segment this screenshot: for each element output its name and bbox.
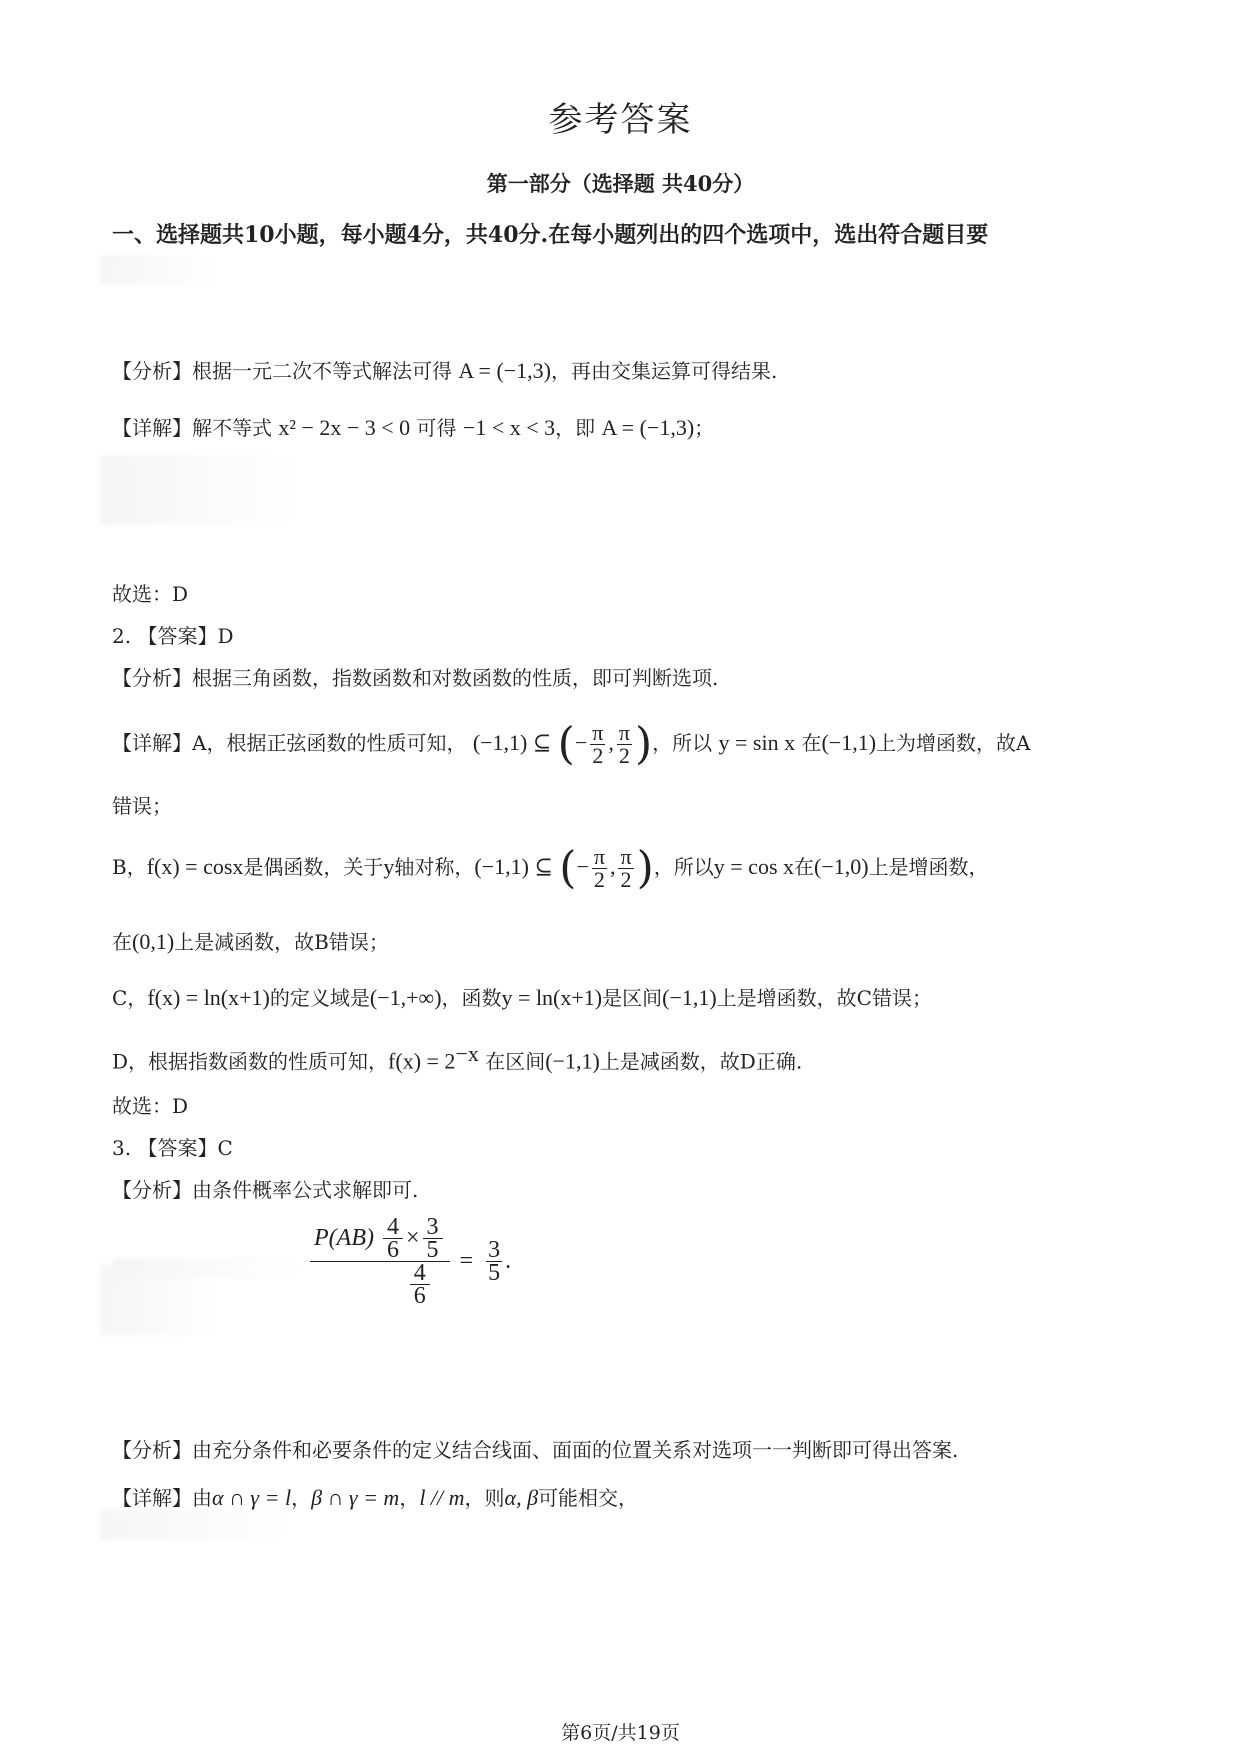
solution-range: −1 < x < 3 [462,415,556,440]
period: . [505,1248,512,1274]
plane-intersection: β ∩ γ = m [311,1485,400,1510]
interval-subset: (−1,1) ⊆ [474,854,553,879]
detail-text: 在 [112,930,132,954]
comma: , [608,730,614,755]
equals-sign: = [459,1248,474,1274]
interval-subset: (−1,1) ⊆ [472,730,552,755]
separator: ， [399,1486,420,1510]
denominator: 5 [426,1237,439,1263]
analysis-text: 由充分条件和必要条件的定义结合线面、面面的位置关系对选项一一判断即可得出答案. [192,1438,959,1462]
detail-text: B， [112,855,147,879]
q2-detail-a-cont: 错误； [112,794,172,818]
detail-text: 上是增函数，故C错误； [716,986,932,1010]
q4-detail-line [112,1484,638,1512]
formula-numerator [310,1216,450,1262]
blurred-region [100,255,220,285]
formula-denominator [327,1262,433,1307]
detail-text: D，根据指数函数的性质可知， [112,1049,389,1074]
q2-detail-c [112,984,932,1012]
part-subtitle: 第一部分（选择题 共40分） [486,171,755,196]
detail-text: 在 [801,731,822,755]
analysis-label: 【分析】 [112,1178,192,1202]
detail-text: ，所以 [653,855,714,879]
analysis-tail: ，再由交集运算可得结果. [551,359,778,383]
detail-text: ，则 [464,1486,505,1510]
separator: ， [291,1486,312,1510]
detail-tail: 可能相交， [538,1486,639,1510]
detail-text: 由 [192,1486,212,1510]
detail-text: 上是减函数，故D正确. [599,1049,803,1074]
detail-text: A，根据正弦函数的性质可知， [192,731,467,755]
log-function: f(x) = ln(x+1) [147,985,270,1010]
detail-text: ，函数 [441,986,502,1010]
fraction-3-5-result [486,1239,502,1284]
page-number: 第6页/共19页 [561,1722,680,1744]
fraction-4-6 [383,1216,403,1261]
fraction-pi-over-2 [617,722,632,767]
analysis-label: 【分析】 [112,359,192,383]
page-title: 参考答案 [548,100,693,140]
y-axis-symbol: y [383,854,395,879]
q3-answer: 3. 【答案】C [112,1136,233,1160]
interval: (−1,0) [814,854,869,879]
analysis-text: 由条件概率公式求解即可. [192,1178,419,1202]
detail-label: 【详解】 [112,416,192,440]
cosine-function: y = cos x [713,854,794,879]
exponent: −x [455,1041,479,1066]
blurred-region [100,1510,290,1540]
parallel-lines: l // m [419,1485,465,1510]
fraction-4-6 [410,1262,430,1307]
domain-interval: (−1,+∞) [369,985,442,1010]
q1-choice: 故选：D [112,582,189,606]
interval: (−1,1) [545,1048,600,1074]
denominator: 2 [620,867,632,892]
log-function: y = ln(x+1) [501,985,603,1010]
numerator: 3 [423,1216,443,1239]
numerator: π [620,844,632,869]
planes-alpha-beta: α, β [504,1485,539,1510]
q2-detail-b-cont [112,928,389,956]
detail-text: 上是减函数，故B错误； [174,930,389,954]
minus-sign: − [574,730,588,755]
times-sign: × [405,1225,420,1251]
numerator: π [593,844,605,869]
interval: (−1,1) [662,985,717,1010]
detail-label: 【详解】 [112,1486,192,1510]
detail-text: 轴对称， [394,855,475,879]
detail-text: ，即 [555,416,596,440]
conditional-probability-formula [310,1216,511,1307]
minus-sign: − [576,854,589,879]
numerator: 3 [488,1237,501,1263]
numerator: π [592,720,604,745]
left-paren: ( [557,718,575,770]
numerator: 4 [383,1216,403,1239]
q1-detail-line [112,414,714,442]
inequality-expression: x² − 2x − 3 < 0 [278,415,411,440]
detail-text: 是区间 [602,986,663,1010]
fraction-pi-over-2 [618,846,633,891]
detail-label: 【详解】 [112,731,192,755]
denominator: 2 [592,743,604,768]
denominator: 5 [488,1260,501,1286]
analysis-text: 根据一元二次不等式解法可得 [192,359,452,383]
detail-tail: ； [694,416,715,440]
q2-detail-b [112,842,989,892]
denominator: 2 [618,743,630,768]
blurred-region [100,455,300,525]
blurred-region [112,1258,302,1278]
q1-analysis-line [112,357,777,385]
comma: , [609,854,616,879]
analysis-label: 【分析】 [112,666,192,690]
set-a-expression: A = (−1,3) [458,358,551,383]
right-paren: ) [634,718,653,770]
detail-text: 在 [794,855,814,879]
denominator: 6 [386,1237,399,1263]
q2-detail-d [112,1040,802,1076]
right-paren: ) [636,842,654,894]
detail-text: 是偶函数，关于 [243,855,384,879]
probability-ab: P(AB) [314,1225,374,1251]
detail-text: 上是增函数， [868,855,989,879]
detail-text: 解不等式 [192,416,272,440]
fraction-pi-over-2 [590,722,605,767]
interval: (0,1) [132,929,175,954]
left-paren: ( [559,842,577,894]
q2-answer: 2. 【答案】D [112,624,234,648]
q2-choice: 故选：D [112,1094,189,1118]
section-heading: 一、选择题共10小题，每小题4分，共40分.在每小题列出的四个选项中，选出符合题目要 [112,222,989,248]
detail-text: ，所以 [652,731,713,755]
fraction-3-5 [423,1216,443,1261]
interval: (−1,1) [821,730,877,755]
formula-outer-fraction [310,1216,450,1307]
detail-text: 的定义域是 [269,986,370,1010]
detail-text: 可得 [416,416,457,440]
q2-analysis-line [112,664,718,692]
denominator: 2 [593,867,605,892]
q4-analysis-line [112,1436,958,1464]
numerator: π [618,720,630,745]
numerator: 4 [410,1262,430,1285]
detail-text: C， [112,986,148,1010]
detail-text: 上为增函数，故A [876,731,1031,755]
denominator: 6 [413,1283,426,1309]
detail-text: 在区间 [485,1049,546,1074]
q2-detail-a [112,718,1030,768]
analysis-text: 根据三角函数，指数函数和对数函数的性质，即可判断选项. [192,666,719,690]
sine-function: y = sin x [718,730,796,755]
cosine-function: f(x) = cosx [146,854,244,879]
analysis-label: 【分析】 [112,1438,192,1462]
set-a-expression: A = (−1,3) [601,415,695,440]
fraction-pi-over-2 [592,846,607,891]
plane-intersection: α ∩ γ = l [212,1485,292,1510]
q3-analysis-line [112,1176,418,1204]
exponential-function: f(x) = 2 [388,1048,456,1074]
